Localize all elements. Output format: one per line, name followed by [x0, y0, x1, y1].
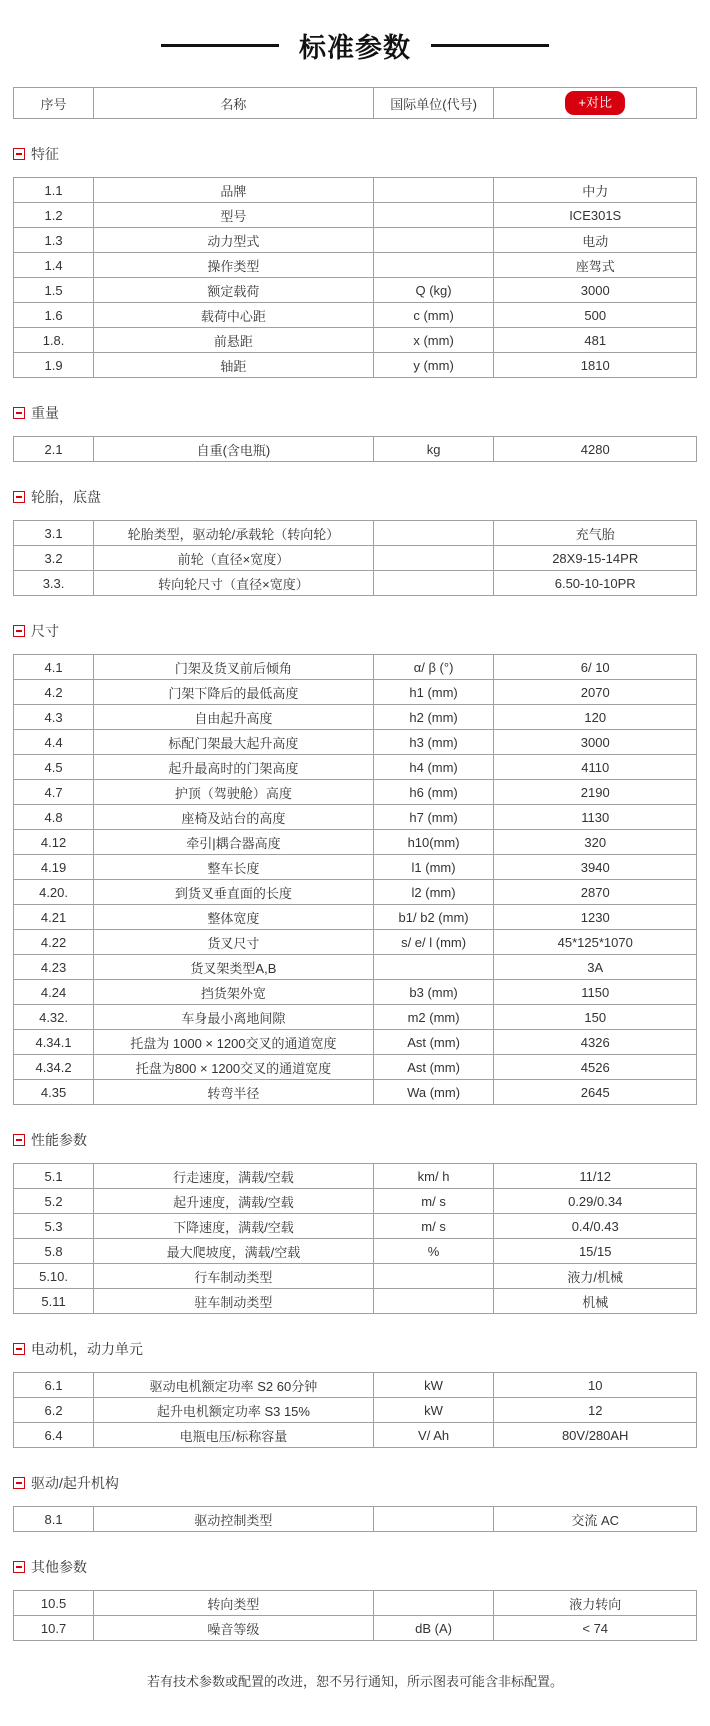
row-value: 3000: [493, 730, 696, 754]
table-row: [14, 879, 696, 904]
table-row: [14, 729, 696, 754]
row-unit: Q (kg): [373, 278, 494, 302]
row-unit: l1 (mm): [373, 855, 494, 879]
row-value: 机械: [493, 1289, 696, 1313]
row-value: 120: [493, 705, 696, 729]
row-no: 4.22: [40, 934, 67, 950]
row-no: 1.5: [44, 282, 63, 298]
row-name: 轮胎类型，驱动轮/承载轮（转向轮）: [93, 521, 373, 545]
row-value: 6/ 10: [493, 655, 696, 679]
section-label: 轮胎，底盘: [31, 489, 101, 505]
page-title: 标准参数: [299, 33, 411, 63]
row-no: 2.1: [44, 441, 63, 457]
row-name: 动力型式: [93, 228, 373, 252]
row-value: 2190: [493, 780, 696, 804]
row-no: 1.3: [44, 232, 63, 248]
row-value: 2645: [493, 1080, 696, 1104]
table-row: [14, 1373, 696, 1397]
row-value: 320: [493, 830, 696, 854]
row-no: 4.1: [44, 659, 63, 675]
table-row: [14, 570, 696, 595]
row-value: 4326: [493, 1030, 696, 1054]
row-no: 1.4: [44, 257, 63, 273]
row-no: 5.8: [44, 1243, 63, 1259]
row-no: 5.1: [44, 1168, 63, 1184]
section-header: [13, 144, 697, 164]
section-header: [13, 1130, 697, 1150]
spec-section: [13, 487, 697, 596]
row-name: 整体宽度: [93, 905, 373, 929]
column-header-row: [14, 88, 696, 118]
row-unit: m2 (mm): [373, 1005, 494, 1029]
section-label: 其他参数: [31, 1559, 87, 1575]
row-unit: l2 (mm): [373, 880, 494, 904]
row-no: 10.7: [40, 1620, 67, 1636]
row-no: 3.2: [44, 550, 63, 566]
row-unit: h4 (mm): [373, 755, 494, 779]
collapse-minus-icon[interactable]: [13, 148, 25, 160]
table-row: [14, 1422, 696, 1447]
table-row: [14, 904, 696, 929]
table-row: [14, 1188, 696, 1213]
table-row: [14, 178, 696, 202]
row-no: 4.23: [40, 959, 67, 975]
row-no: 4.4: [44, 734, 63, 750]
section-table: [13, 654, 697, 1105]
row-no: 4.2: [44, 684, 63, 700]
row-no: 4.32.: [39, 1009, 69, 1025]
row-name: 行走速度，满载/空载: [93, 1164, 373, 1188]
footer-note: 若有技术参数或配置的改进，恕不另行通知，所示图表可能含非标配置。: [146, 1674, 563, 1689]
table-row: [14, 1054, 696, 1079]
table-row: [14, 704, 696, 729]
column-header-table: [13, 87, 697, 119]
row-no: 1.9: [44, 357, 63, 373]
row-name: 托盘为 1000 × 1200交叉的通道宽度: [93, 1030, 373, 1054]
row-value: 6.50-10-10PR: [493, 571, 696, 595]
table-row: [14, 202, 696, 227]
row-no: 3.1: [44, 525, 63, 541]
row-unit: [373, 1264, 494, 1288]
row-unit: h3 (mm): [373, 730, 494, 754]
row-unit: kg: [373, 437, 494, 461]
row-value: < 74: [493, 1616, 696, 1640]
compare-button[interactable]: +对比: [565, 91, 625, 115]
row-name: 门架下降后的最低高度: [93, 680, 373, 704]
row-value: 12: [493, 1398, 696, 1422]
row-value: 0.4/0.43: [493, 1214, 696, 1238]
row-name: 前轮（直径×宽度）: [93, 546, 373, 570]
row-value: 2070: [493, 680, 696, 704]
table-row: [14, 779, 696, 804]
row-value: 500: [493, 303, 696, 327]
table-row: [14, 1288, 696, 1313]
row-no: 5.11: [41, 1293, 66, 1309]
section-table: [13, 177, 697, 378]
collapse-minus-icon[interactable]: [13, 1561, 25, 1573]
row-name: 噪音等级: [93, 1616, 373, 1640]
row-value: 3940: [493, 855, 696, 879]
row-unit: [373, 1507, 494, 1531]
table-row: [14, 327, 696, 352]
row-unit: h1 (mm): [373, 680, 494, 704]
title-rule-left: [161, 44, 279, 47]
section-header: [13, 621, 697, 641]
row-name: 起升电机额定功率 S3 15%: [93, 1398, 373, 1422]
row-unit: [373, 178, 494, 202]
row-value: 0.29/0.34: [493, 1189, 696, 1213]
row-no: 5.10.: [39, 1268, 69, 1284]
row-no: 3.3.: [42, 575, 65, 591]
row-unit: Wa (mm): [373, 1080, 494, 1104]
row-name: 转向轮尺寸（直径×宽度）: [93, 571, 373, 595]
section-header: [13, 487, 697, 507]
spec-section: [13, 1557, 697, 1641]
row-value: 1130: [493, 805, 696, 829]
row-name: 起升最高时的门架高度: [93, 755, 373, 779]
row-no: 6.2: [44, 1402, 63, 1418]
row-no: 4.34.1: [35, 1034, 72, 1050]
section-header: [13, 1339, 697, 1359]
row-value: 11/12: [493, 1164, 696, 1188]
header-col-compare: [493, 88, 696, 118]
row-value: 10: [493, 1373, 696, 1397]
table-row: [14, 352, 696, 377]
row-no: 6.4: [44, 1427, 63, 1443]
row-unit: kW: [373, 1373, 494, 1397]
row-name: 门架及货叉前后倾角: [93, 655, 373, 679]
header-col-no: 序号: [40, 96, 67, 112]
page-header: [13, 26, 697, 65]
table-row: [14, 1029, 696, 1054]
row-no: 8.1: [44, 1511, 63, 1527]
row-value: 80V/280AH: [493, 1423, 696, 1447]
row-unit: Ast (mm): [373, 1030, 494, 1054]
collapse-minus-icon[interactable]: [13, 1134, 25, 1146]
header-col-unit: 国际单位(代号): [373, 88, 494, 118]
table-row: [14, 954, 696, 979]
spec-section: [13, 1473, 697, 1532]
section-table: [13, 1163, 697, 1314]
section-label: 电动机，动力单元: [31, 1341, 143, 1357]
table-row: [14, 252, 696, 277]
row-name: 行车制动类型: [93, 1264, 373, 1288]
row-name: 前悬距: [93, 328, 373, 352]
row-no: 4.21: [40, 909, 67, 925]
row-value: 4526: [493, 1055, 696, 1079]
row-unit: b3 (mm): [373, 980, 494, 1004]
table-row: [14, 679, 696, 704]
row-unit: h10(mm): [373, 830, 494, 854]
row-name: 驱动电机额定功率 S2 60分钟: [93, 1373, 373, 1397]
spec-section: [13, 1339, 697, 1448]
table-row: [14, 1004, 696, 1029]
row-value: 481: [493, 328, 696, 352]
row-name: 护顶（驾驶舱）高度: [93, 780, 373, 804]
collapse-minus-icon[interactable]: [13, 491, 25, 503]
table-row: [14, 277, 696, 302]
row-unit: km/ h: [373, 1164, 494, 1188]
table-row: [14, 929, 696, 954]
table-row: [14, 979, 696, 1004]
row-unit: kW: [373, 1398, 494, 1422]
row-name: 自重(含电瓶): [93, 437, 373, 461]
section-table: [13, 1590, 697, 1641]
row-value: 28X9-15-14PR: [493, 546, 696, 570]
section-table: [13, 1506, 697, 1532]
row-value: 中力: [493, 178, 696, 202]
row-no: 6.1: [44, 1377, 63, 1393]
row-unit: V/ Ah: [373, 1423, 494, 1447]
row-value: 3A: [493, 955, 696, 979]
row-name: 驱动控制类型: [93, 1507, 373, 1531]
table-row: [14, 854, 696, 879]
row-name: 下降速度，满载/空载: [93, 1214, 373, 1238]
table-row: [14, 521, 696, 545]
row-unit: y (mm): [373, 353, 494, 377]
table-row: [14, 1397, 696, 1422]
section-label: 尺寸: [31, 623, 59, 639]
row-no: 4.20.: [39, 884, 69, 900]
row-unit: c (mm): [373, 303, 494, 327]
row-no: 4.8: [44, 809, 63, 825]
row-name: 标配门架最大起升高度: [93, 730, 373, 754]
row-value: 1230: [493, 905, 696, 929]
row-no: 4.34.2: [35, 1059, 72, 1075]
row-unit: [373, 521, 494, 545]
row-no: 1.8.: [42, 332, 65, 348]
row-unit: h2 (mm): [373, 705, 494, 729]
spec-section: [13, 403, 697, 462]
section-label: 特征: [31, 146, 59, 162]
section-header: [13, 403, 697, 423]
row-value: 液力/机械: [493, 1264, 696, 1288]
row-name: 额定载荷: [93, 278, 373, 302]
row-unit: α/ β (°): [373, 655, 494, 679]
row-name: 操作类型: [93, 253, 373, 277]
row-value: 4110: [493, 755, 696, 779]
row-value: 3000: [493, 278, 696, 302]
row-name: 座椅及站台的高度: [93, 805, 373, 829]
table-row: [14, 1615, 696, 1640]
table-row: [14, 1079, 696, 1104]
row-no: 10.5: [40, 1595, 67, 1611]
section-label: 重量: [31, 405, 59, 421]
row-value: 座驾式: [493, 253, 696, 277]
row-no: 5.3: [44, 1218, 63, 1234]
row-no: 4.35: [40, 1084, 67, 1100]
title-rule-right: [431, 44, 549, 47]
row-unit: s/ e/ l (mm): [373, 930, 494, 954]
table-row: [14, 1507, 696, 1531]
sections: [13, 144, 697, 1641]
row-no: 1.1: [44, 182, 63, 198]
row-unit: %: [373, 1239, 494, 1263]
row-name: 挡货架外宽: [93, 980, 373, 1004]
row-value: 1810: [493, 353, 696, 377]
row-name: 载荷中心距: [93, 303, 373, 327]
row-no: 1.6: [44, 307, 63, 323]
row-name: 货叉架类型A,B: [93, 955, 373, 979]
row-unit: [373, 203, 494, 227]
row-unit: [373, 571, 494, 595]
row-value: 2870: [493, 880, 696, 904]
row-name: 转弯半径: [93, 1080, 373, 1104]
row-unit: [373, 1289, 494, 1313]
row-value: 1150: [493, 980, 696, 1004]
section-table: [13, 1372, 697, 1448]
row-no: 1.2: [44, 207, 63, 223]
row-unit: h6 (mm): [373, 780, 494, 804]
table-row: [14, 829, 696, 854]
row-no: 4.5: [44, 759, 63, 775]
row-value: 电动: [493, 228, 696, 252]
row-name: 最大爬坡度，满载/空载: [93, 1239, 373, 1263]
row-name: 车身最小离地间隙: [93, 1005, 373, 1029]
section-table: [13, 520, 697, 596]
row-name: 电瓶电压/标称容量: [93, 1423, 373, 1447]
row-unit: [373, 1591, 494, 1615]
row-value: 充气胎: [493, 521, 696, 545]
collapse-minus-icon[interactable]: [13, 407, 25, 419]
row-name: 整车长度: [93, 855, 373, 879]
row-no: 4.19: [40, 859, 67, 875]
section-header: [13, 1557, 697, 1577]
row-name: 驻车制动类型: [93, 1289, 373, 1313]
table-row: [14, 302, 696, 327]
table-row: [14, 1164, 696, 1188]
row-unit: [373, 253, 494, 277]
row-value: 15/15: [493, 1239, 696, 1263]
row-no: 4.7: [44, 784, 63, 800]
collapse-minus-icon[interactable]: [13, 1343, 25, 1355]
table-row: [14, 437, 696, 461]
row-name: 自由起升高度: [93, 705, 373, 729]
spec-section: [13, 621, 697, 1105]
spec-section: [13, 1130, 697, 1314]
row-value: 150: [493, 1005, 696, 1029]
collapse-minus-icon[interactable]: [13, 625, 25, 637]
row-name: 转向类型: [93, 1591, 373, 1615]
table-row: [14, 1591, 696, 1615]
row-value: 液力转向: [493, 1591, 696, 1615]
row-unit: Ast (mm): [373, 1055, 494, 1079]
row-value: 4280: [493, 437, 696, 461]
row-name: 货叉尺寸: [93, 930, 373, 954]
row-unit: [373, 546, 494, 570]
section-table: [13, 436, 697, 462]
row-unit: h7 (mm): [373, 805, 494, 829]
spec-section: [13, 144, 697, 378]
row-no: 4.12: [40, 834, 67, 850]
table-row: [14, 754, 696, 779]
table-row: [14, 227, 696, 252]
row-name: 型号: [93, 203, 373, 227]
row-unit: x (mm): [373, 328, 494, 352]
table-row: [14, 804, 696, 829]
row-no: 4.24: [40, 984, 67, 1000]
row-unit: dB (A): [373, 1616, 494, 1640]
row-no: 5.2: [44, 1193, 63, 1209]
row-name: 托盘为800 × 1200交叉的通道宽度: [93, 1055, 373, 1079]
row-name: 起升速度，满载/空载: [93, 1189, 373, 1213]
row-name: 到货叉垂直面的长度: [93, 880, 373, 904]
table-row: [14, 655, 696, 679]
table-row: [14, 545, 696, 570]
row-value: 45*125*1070: [493, 930, 696, 954]
collapse-minus-icon[interactable]: [13, 1477, 25, 1489]
table-row: [14, 1213, 696, 1238]
row-value: 交流 AC: [493, 1507, 696, 1531]
row-name: 牵引|耦合器高度: [93, 830, 373, 854]
section-label: 性能参数: [31, 1132, 87, 1148]
row-unit: [373, 228, 494, 252]
header-col-name: 名称: [93, 88, 373, 118]
table-row: [14, 1238, 696, 1263]
section-label: 驱动/起升机构: [31, 1475, 119, 1491]
row-unit: [373, 955, 494, 979]
row-unit: b1/ b2 (mm): [373, 905, 494, 929]
section-header: [13, 1473, 697, 1493]
row-name: 品牌: [93, 178, 373, 202]
row-no: 4.3: [44, 709, 63, 725]
row-unit: m/ s: [373, 1214, 494, 1238]
row-unit: m/ s: [373, 1189, 494, 1213]
table-row: [14, 1263, 696, 1288]
row-name: 轴距: [93, 353, 373, 377]
row-value: ICE301S: [493, 203, 696, 227]
